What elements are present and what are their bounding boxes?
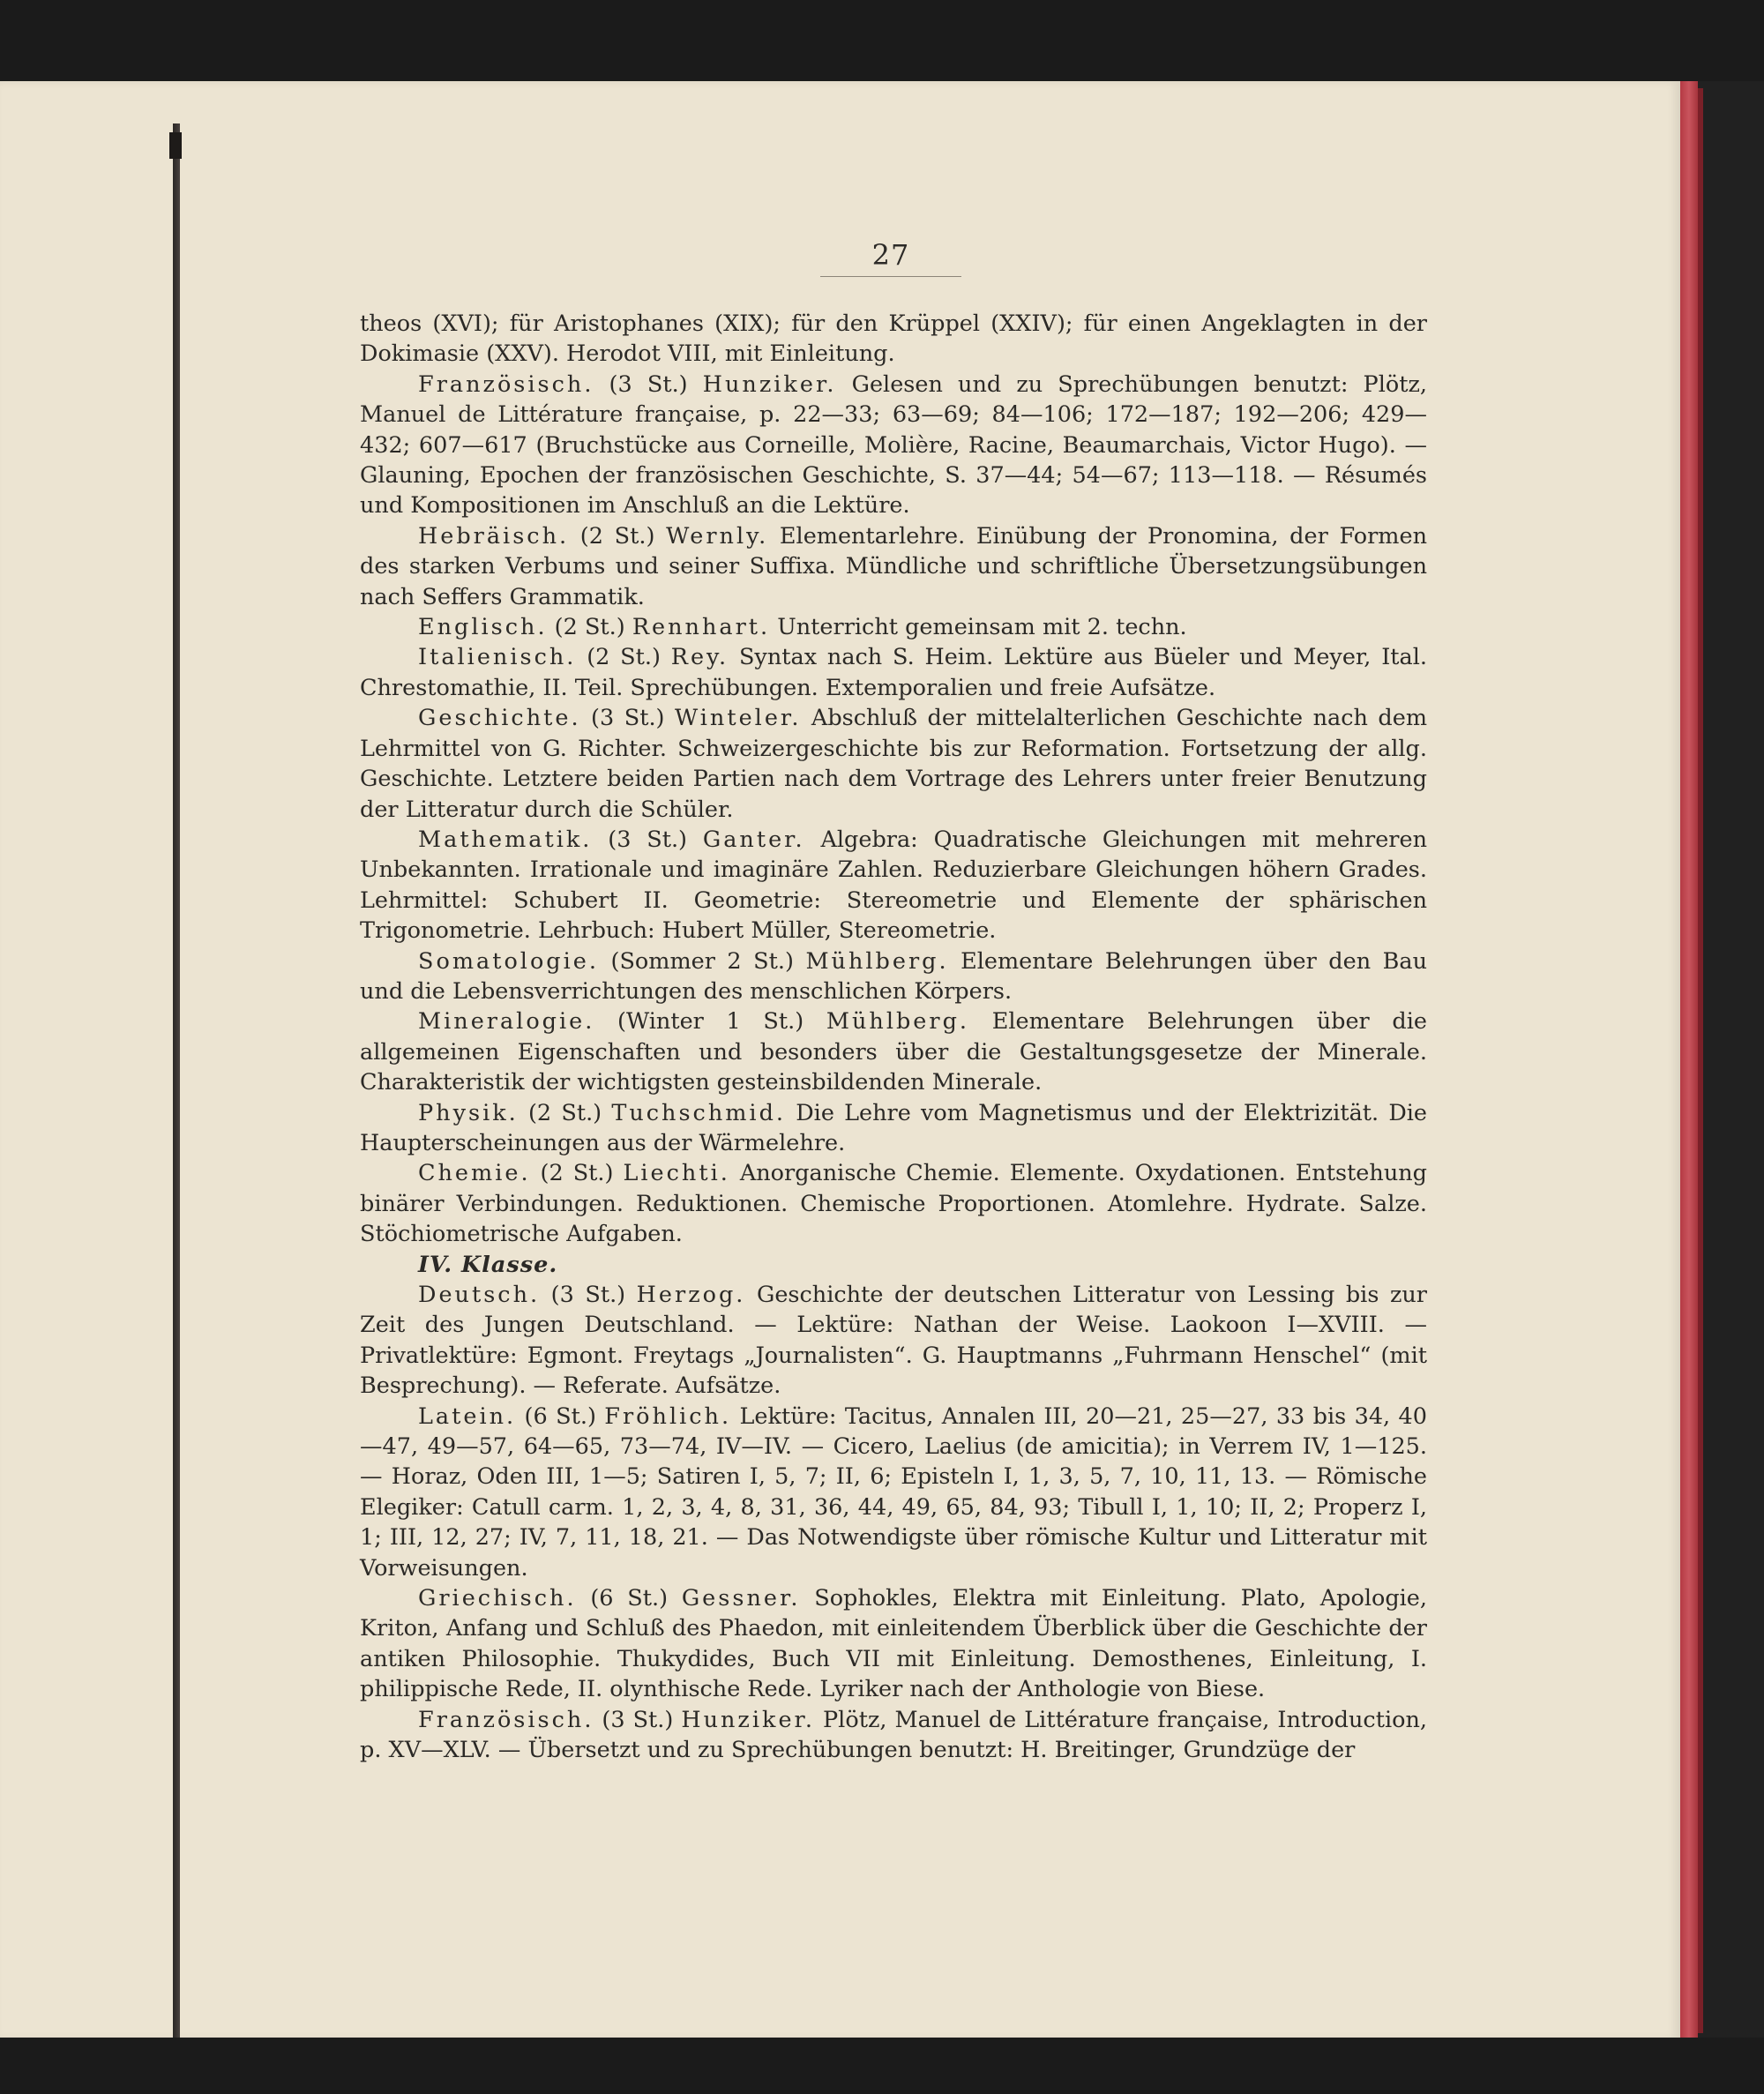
hours-note: (3 St.) bbox=[594, 1706, 682, 1733]
subject-name: Mathematik. bbox=[418, 826, 593, 853]
hours-note: (3 St.) bbox=[580, 705, 675, 732]
hours-note: (3 St.) bbox=[594, 370, 703, 398]
subject-name: Französisch. bbox=[418, 370, 594, 398]
teacher-name: Hunziker. bbox=[702, 370, 837, 398]
paragraph bbox=[360, 1280, 1427, 1402]
teacher-name: Liechti. bbox=[623, 1160, 730, 1187]
paragraph bbox=[360, 1402, 1427, 1583]
paragraph-text: Anorganische Chemie. Elemente. Oxydationen. Entstehung binärer Verbindungen. Reduktionen. Chemische Proportionen. Atomlehre. Hydrate. Salze. Stöchiometrische Aufgaben. bbox=[360, 1160, 1427, 1248]
gutter-mark bbox=[169, 132, 182, 159]
paragraph bbox=[360, 370, 1427, 521]
page-edge-shadow bbox=[1698, 88, 1703, 2033]
paragraph-text: Geschichte der deutschen Litteratur von Lessing bis zur Zeit des Jungen Deutschland. — Lektüre: Nathan der Weise. Laokoon I—XVIII. — Privatlektüre: Egmont. Freytags „Journalisten“. G. Hauptmanns „Fuhrmann Henschel“ (mit Besprechung). — Referate. Aufsätze. bbox=[360, 1282, 1427, 1400]
teacher-name: Tuchschmid. bbox=[611, 1099, 787, 1126]
teacher-name: Hunziker. bbox=[681, 1706, 816, 1733]
hours-note: (2 St.) bbox=[530, 1160, 624, 1187]
hours-note: (2 St.) bbox=[569, 522, 667, 550]
paragraph-text: Abschluß der mittelalterlichen Geschichte nach dem Lehrmittel von G. Richter. Schweizergeschichte bis zur Reformation. Fortsetzung der allg. Geschichte. Letztere beiden Partien nach dem Vortrage des Lehrers unter freier Benutzung der Litteratur durch die Schüler. bbox=[360, 705, 1428, 823]
teacher-name: Winteler. bbox=[675, 705, 802, 732]
paragraph bbox=[360, 521, 1427, 612]
scan-background-top bbox=[0, 0, 1764, 81]
subject-name: Physik. bbox=[418, 1099, 519, 1126]
paragraph bbox=[360, 703, 1427, 825]
paragraph bbox=[360, 642, 1427, 703]
subject-name: Geschichte. bbox=[418, 705, 581, 732]
paragraph bbox=[360, 1006, 1427, 1097]
paragraph-text: theos (XVI); für Aristophanes (XIX); für den Krüppel (XXIV); für einen Angeklagten in der Dokimasie (XXV). Herodot VIII, mit Einleitung. bbox=[360, 310, 1427, 368]
scan-background-bottom bbox=[0, 2038, 1764, 2094]
paragraph bbox=[360, 825, 1427, 946]
subject-name: Deutsch. bbox=[418, 1282, 541, 1308]
subject-name: Italienisch. bbox=[418, 644, 577, 671]
paragraph-text: Sophokles, Elektra mit Einleitung. Plato, Apologie, Kriton, Anfang und Schluß des Phaedon, mit einleitendem Überblick über die Geschichte der antiken Philosophie. Thukydides, Buch VII mit Einleitung. Demosthenes, Einleitung, I. philippische Rede, II. olynthische Rede. Lyriker nach der Anthologie von Biese. bbox=[360, 1585, 1427, 1703]
hours-note: (3 St.) bbox=[592, 826, 703, 853]
header-rule bbox=[820, 276, 961, 277]
page-number: 27 bbox=[871, 238, 910, 272]
subject-name: Hebräisch. bbox=[418, 522, 570, 550]
paragraph bbox=[360, 309, 1427, 370]
teacher-name: Mühlberg. bbox=[826, 1008, 970, 1036]
subject-name: Französisch. bbox=[418, 1706, 594, 1733]
subject-name: Englisch. bbox=[418, 614, 548, 641]
paragraph-text: Lektüre: Tacitus, Annalen III, 20—21, 25—27, 33 bis 34, 40—47, 49—57, 64—65, 73—74, IV—IV. — Cicero, Laelius (de amicitia); in Verrem IV, 1—125. — Horaz, Oden III, 1—5; Satiren I, 5, 7; II, 6; Episteln I, 1, 3, 5, 7, 10, 11, 13. — Römische Elegiker: Catull carm. 1, 2, 3, 4, 8, 31, 36, 44, 49, 65, 84, 93; Tibull I, 1, 10; II, 2; Properz I, 1; III, 12, 27; IV, 7, 11, 18, 21. — Das Notwendigste über römische Kultur und Litteratur mit Vorweisungen. bbox=[360, 1402, 1427, 1582]
hours-note: (6 St.) bbox=[576, 1585, 682, 1612]
teacher-name: Herzog. bbox=[636, 1282, 746, 1308]
teacher-name: Wernly. bbox=[666, 522, 769, 550]
hours-note: (6 St.) bbox=[516, 1402, 605, 1430]
paragraph bbox=[360, 612, 1427, 642]
paragraph bbox=[360, 1583, 1427, 1705]
hours-note: (2 St.) bbox=[576, 644, 671, 671]
hours-note: (2 St.) bbox=[518, 1099, 612, 1126]
paragraph-text: Gelesen und zu Sprechübungen benutzt: Plötz, Manuel de Littérature française, p. 22—33; 63—69; 84—106; 172—187; 192—206; 429—432; 607—617 (Bruchstücke aus Corneille, Molière, Racine, Beaumarchais, Victor Hugo). — Glauning, Epochen der französischen Geschichte, S. 37—44; 54—67; 113—118. — Résumés und Kompositionen im Anschluß an die Lektüre. bbox=[360, 370, 1427, 520]
body-text bbox=[360, 309, 1427, 1766]
paragraph bbox=[360, 1705, 1427, 1766]
hours-note: (2 St.) bbox=[547, 614, 632, 641]
teacher-name: Rey. bbox=[670, 644, 729, 671]
paragraph-text: Die Lehre vom Magnetismus und der Elektrizität. Die Haupterscheinungen aus der Wärmelehre. bbox=[360, 1099, 1428, 1156]
hours-note: (3 St.) bbox=[540, 1282, 637, 1308]
teacher-name: Rennhart. bbox=[632, 614, 771, 641]
paragraph bbox=[360, 1158, 1427, 1249]
paragraph-text: Elementare Belehrungen über die allgemeinen Eigenschaften und besonders über die Gestaltungsgesetze der Minerale. Charakteristik der wichtigsten gesteinsbildenden Minerale. bbox=[360, 1008, 1427, 1096]
subject-name: Mineralogie. bbox=[418, 1008, 595, 1036]
paragraph-text: Elementarlehre. Einübung der Pronomina, der Formen des starken Verbums und seiner Suffixa. Mündliche und schriftliche Übersetzungsübungen nach Seffers Grammatik. bbox=[360, 522, 1427, 610]
section-heading: IV. Klasse. bbox=[418, 1251, 558, 1278]
paragraph-text: Elementare Belehrungen über den Bau und die Lebensverrichtungen des menschlichen Körpers. bbox=[360, 947, 1428, 1005]
paragraph-text: Unterricht gemeinsam mit 2. techn. bbox=[770, 614, 1187, 641]
teacher-name: Mühlberg. bbox=[805, 947, 949, 975]
subject-name: Griechisch. bbox=[418, 1585, 577, 1612]
subject-name: Latein. bbox=[418, 1402, 517, 1430]
paragraph-text: Plötz, Manuel de Littérature française, Introduction, p. XV—XLV. — Übersetzt und zu Sprechübungen benutzt: H. Breitinger, Grundzüge der bbox=[360, 1706, 1427, 1764]
teacher-name: Ganter. bbox=[702, 826, 805, 853]
paragraph-text: Algebra: Quadratische Gleichungen mit mehreren Unbekannten. Irrationale und imaginäre Zahlen. Reduzierbare Gleichungen höhern Grades. Lehrmittel: Schubert II. Geometrie: Stereometrie und Elemente der sphärischen Trigonometrie. Lehrbuch: Hubert Müller, Stereometrie. bbox=[360, 826, 1427, 945]
book-gutter bbox=[173, 123, 180, 2038]
teacher-name: Fröhlich. bbox=[604, 1402, 732, 1430]
paragraph-text: Syntax nach S. Heim. Lektüre aus Büeler und Meyer, Ital. Chrestomathie, II. Teil. Sprechübungen. Extemporalien und freie Aufsätze. bbox=[360, 644, 1427, 701]
teacher-name: Gessner. bbox=[681, 1585, 801, 1612]
subject-name: Somatologie. bbox=[418, 947, 599, 975]
paragraph bbox=[360, 946, 1427, 1007]
section-iv-klasse bbox=[360, 1280, 1427, 1766]
section-v-klasse-continued bbox=[360, 309, 1427, 1250]
subject-name: Chemie. bbox=[418, 1160, 531, 1187]
paragraph bbox=[360, 1098, 1427, 1159]
hours-note: (Sommer 2 St.) bbox=[599, 947, 806, 975]
hours-note: (Winter 1 St.) bbox=[594, 1008, 826, 1036]
page-edge-red bbox=[1680, 81, 1698, 2039]
